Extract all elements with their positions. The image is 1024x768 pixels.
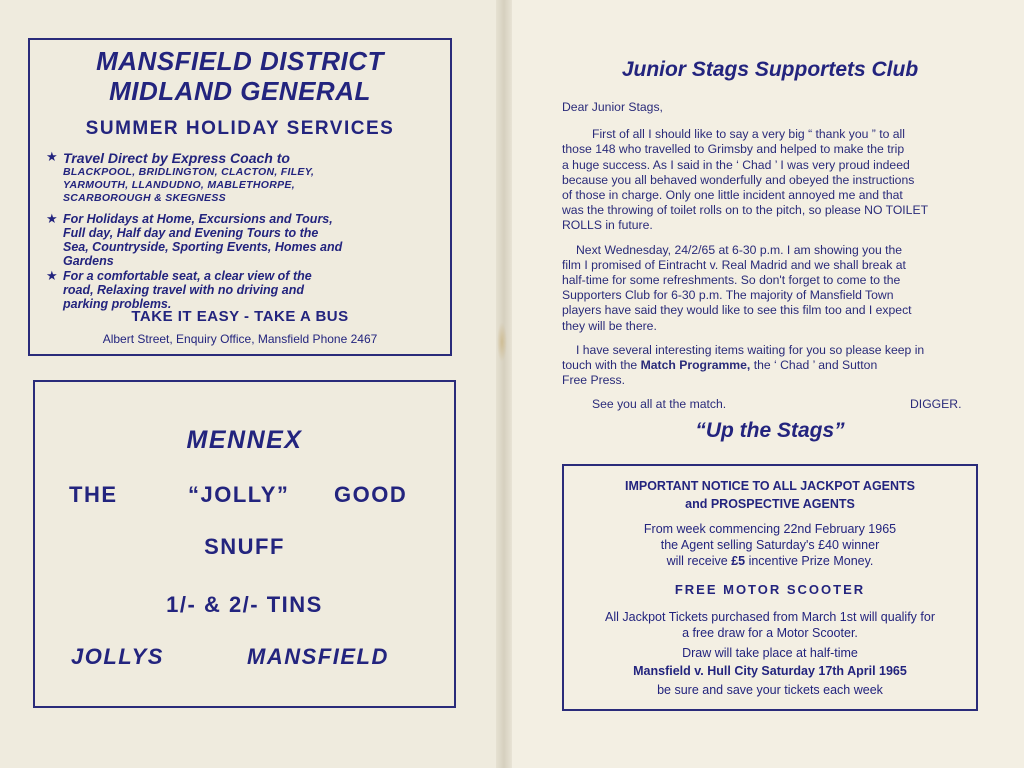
paragraph-line: Supporters Club for 6-30 p.m. The majority of Mansfield Town [562, 288, 894, 303]
signature: DIGGER. [910, 397, 962, 412]
paragraph-3 [562, 343, 970, 389]
bullet-line: Gardens [63, 254, 114, 268]
snuff-advert [33, 380, 456, 708]
scooter-heading: FREE MOTOR SCOOTER [674, 582, 866, 597]
paragraph-line: Next Wednesday, 24/2/65 at 6-30 p.m. I am showing you the [576, 242, 903, 257]
star-icon: ★ [46, 268, 58, 283]
snuff-brand: MENNEX [186, 426, 303, 454]
text-span: the ‘ Chad ’ and Sutton [750, 358, 878, 373]
letter-body [562, 100, 970, 413]
match-programme-text: Match Programme, [640, 358, 751, 373]
paragraph-line: ROLLS in future. [562, 218, 653, 233]
snuff-line-snuff: SNUFF [204, 534, 285, 559]
bullet-line: For Holidays at Home, Excursions and Tours, [63, 212, 333, 226]
slogan: “Up the Stags” [695, 419, 845, 442]
paragraph-line: because you all behaved wonderfully and obeyed the instructions [562, 172, 915, 187]
bullet-line: parking problems. [63, 297, 172, 311]
text-span: incentive Prize Money. [745, 554, 874, 568]
scooter-line: a free draw for a Motor Scooter. [682, 626, 858, 640]
bus-services-advert [28, 38, 452, 356]
paragraph-line: they will be there. [562, 318, 657, 333]
snuff-line-tins: 1/- & 2/- TINS [166, 592, 323, 617]
bullet-line: Sea, Countryside, Sporting Events, Homes and [63, 240, 343, 254]
signoff: See you all at the match. [592, 397, 727, 412]
star-icon: ★ [46, 149, 58, 164]
scooter-line: All Jackpot Tickets purchased from March 1st will qualify for [605, 610, 935, 624]
snuff-maker: JOLLYS [71, 644, 164, 669]
bullet-heading: Travel Direct by Express Coach to [63, 150, 290, 166]
bus-ad-tagline: TAKE IT EASY - TAKE A BUS [131, 308, 349, 325]
text-span: touch with the [562, 358, 641, 373]
page-gutter [496, 0, 512, 768]
paragraph-1 [562, 127, 970, 233]
paragraph-line: of those in charge. Only one little incident annoyed me and that [562, 188, 903, 203]
bus-ad-address: Albert Street, Enquiry Office, Mansfield Phone 2467 [102, 332, 378, 346]
paragraph-line: film I promised of Eintracht v. Real Madrid and we shall break at [562, 257, 906, 272]
snuff-line-the: THE [69, 482, 118, 507]
bullet-line: road, Relaxing travel with no driving and [63, 283, 305, 297]
paragraph-line: players have said they would like to see this film too and I expect [562, 303, 912, 318]
paragraph-line: I have several interesting items waiting for you so please keep in [576, 342, 925, 357]
salutation: Dear Junior Stags, [562, 100, 663, 114]
notice-heading-line1: IMPORTANT NOTICE TO ALL JACKPOT AGENTS [624, 479, 916, 493]
bullet-line: Full day, Half day and Evening Tours to the [63, 226, 319, 240]
paragraph-line: Free Press. [562, 373, 625, 388]
jackpot-notice-box [562, 464, 978, 711]
bus-ad-title-line1: MANSFIELD DISTRICT [96, 46, 384, 76]
club-title: Junior Stags Supportets Club [621, 58, 919, 81]
destination-list-line: SCARBOROUGH & SKEGNESS [63, 192, 226, 204]
paragraph-2 [562, 243, 970, 334]
bus-ad-bullet-holidays [46, 212, 436, 268]
paragraph-line [562, 358, 970, 373]
draw-line: Draw will take place at half-time [682, 646, 858, 660]
paragraph-line: a huge success. As I said in the ‘ Chad ’ I was very proud indeed [562, 157, 910, 172]
bus-ad-bullet-comfort [46, 269, 436, 311]
match-line: Mansfield v. Hull City Saturday 17th April 1965 [633, 664, 907, 678]
prize-amount: £5 [731, 554, 746, 568]
paragraph-line: those 148 who travelled to Grimsby and helped to make the trip [562, 142, 905, 157]
paragraph-line: half-time for some refreshments. So don't forget to come to the [562, 273, 901, 288]
notice-body-line [564, 553, 976, 569]
paragraph-line: was the throwing of toilet rolls on to the pitch, so please NO TOILET [562, 203, 929, 218]
notice-body-line: the Agent selling Saturday's £40 winner [660, 538, 880, 552]
snuff-line-jolly: “JOLLY” [188, 482, 290, 507]
snuff-town: MANSFIELD [247, 644, 389, 669]
bus-ad-bullet-express [46, 150, 436, 205]
paper-stain [497, 322, 507, 362]
text-span: will receive [666, 554, 732, 568]
notice-body-line: From week commencing 22nd February 1965 [643, 522, 897, 536]
paragraph-line: First of all I should like to say a very big “ thank you ” to all [592, 127, 905, 142]
bullet-line: For a comfortable seat, a clear view of the [63, 269, 312, 283]
bus-ad-subtitle: SUMMER HOLIDAY SERVICES [85, 118, 395, 139]
bus-ad-title-line2: MIDLAND GENERAL [109, 76, 371, 106]
destination-list-line: BLACKPOOL, BRIDLINGTON, CLACTON, FILEY, [63, 166, 315, 178]
star-icon: ★ [46, 211, 58, 226]
snuff-line-good: GOOD [334, 482, 408, 507]
save-line: be sure and save your tickets each week [657, 683, 883, 697]
destination-list-line: YARMOUTH, LLANDUDNO, MABLETHORPE, [63, 179, 295, 191]
notice-heading-line2: and PROSPECTIVE AGENTS [685, 497, 855, 511]
signoff-row [562, 397, 970, 413]
